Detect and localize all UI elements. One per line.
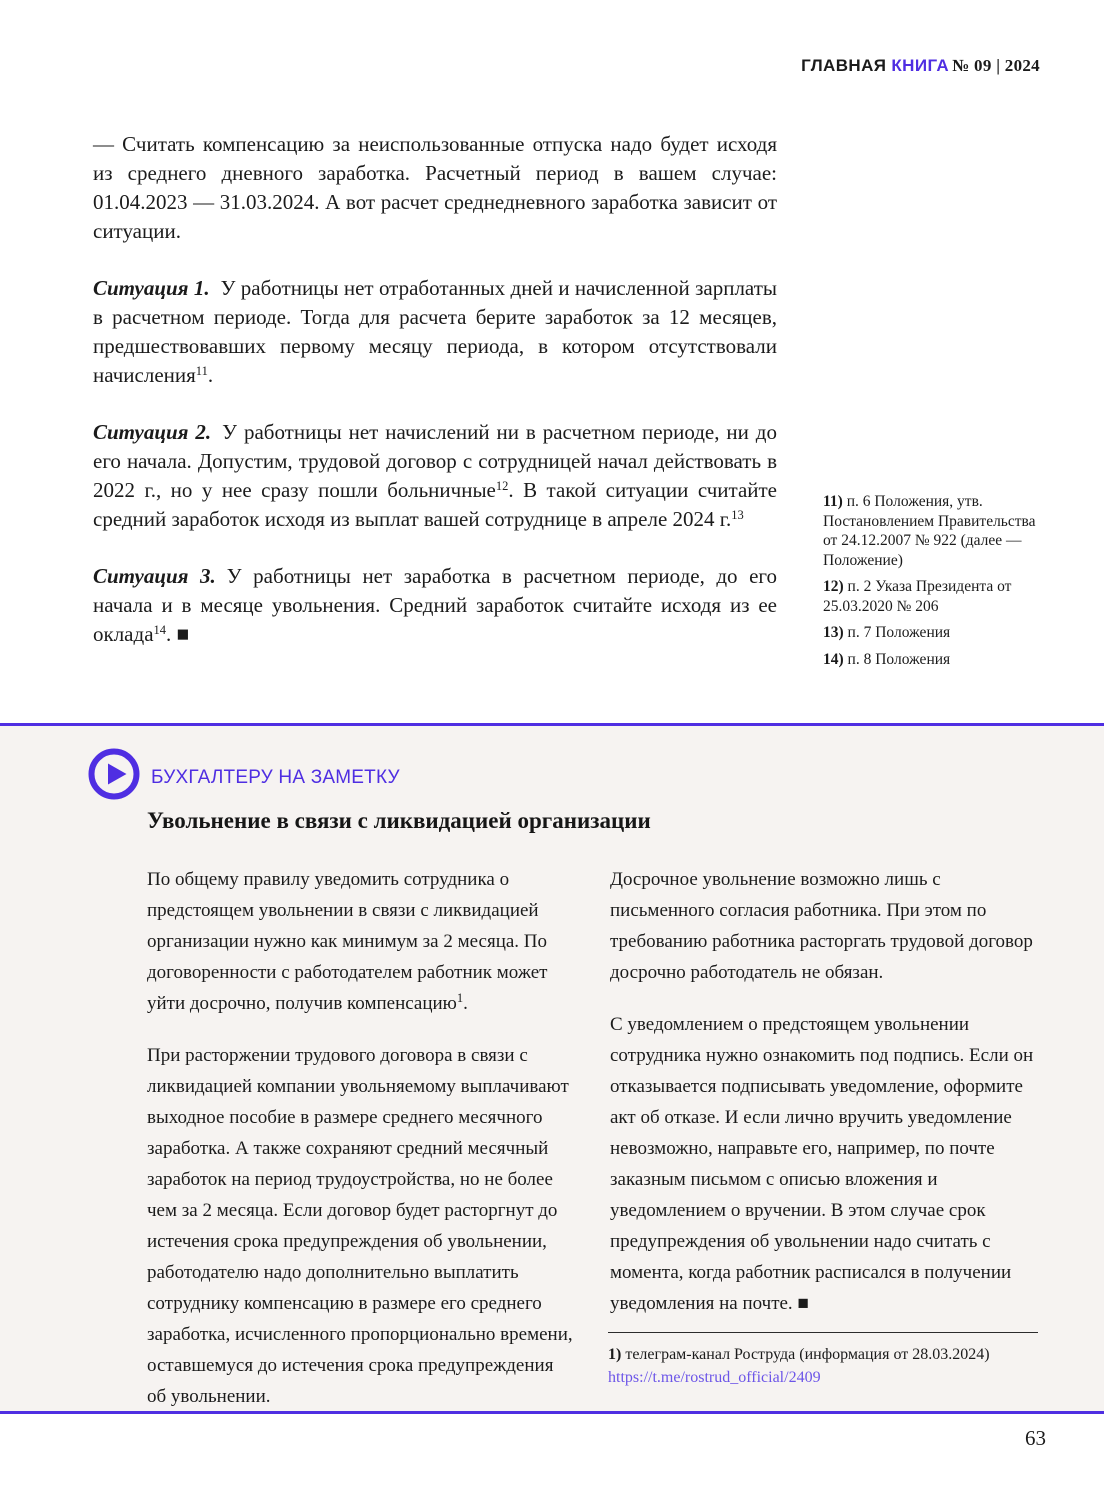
note-right-p2-text: С уведомлением о предстоящем увольнении сотрудника нужно ознакомить под подпись. Если он отказывается подписывать уведомление, оформите акт об отказе. И если лично вручить уведомление невозможно, направьте его, например, по почте заказным письмом с описью вложения и уведомлением о вручении. В этом случае срок предупреждения об увольнении надо считать с момента, когда работник расписался в получении уведомления на почте. [610,1014,1034,1314]
note-left-p1-tail: . [463,993,468,1014]
note-footnote-line [608,1344,1038,1366]
footnotes-sidebar [823,492,1045,676]
note-left-column [147,864,577,1433]
note-footnote-number: 1) [608,1346,622,1363]
situation-1-label: Ситуация 1. [93,276,210,300]
note-right-paragraph-2 [610,1009,1040,1319]
sidebar-footnote-12-number: 12) [823,578,844,595]
sidebar-footnote-11-number: 11) [823,493,843,510]
footnote-ref-13: 13 [731,508,744,522]
sidebar-footnote-12-text: п. 2 Указа Президента от 25.03.2020 № 206 [823,578,1012,615]
note-left-paragraph-1 [147,864,577,1019]
end-square-mark: ■ [792,1293,809,1314]
situation-2-label: Ситуация 2. [93,420,212,444]
telegram-link[interactable]: https://t.me/rostrud_official/2409 [608,1369,821,1386]
note-title: Увольнение в связи с ликвидацией организации [147,808,651,833]
sidebar-footnote-14 [823,650,1045,670]
note-left-paragraph-2: При расторжении трудового договора в связи с ликвидацией компании увольняемому выплачивают выходное пособие в размере среднего месячного заработка. А также сохраняют средний месячный заработок на период трудоустройства, но не более чем за 2 месяца. Если договор будет расторгнут до истечения срока предупреждения об увольнении, работодателю надо дополнительно выплатить сотруднику компенсацию в размере его среднего заработка, исчисленного пропорционально времени, оставшемуся до истечения срока предупреждения об увольнении. [147,1045,573,1407]
note-footnote-text: телеграм-канал Роструда (информация от 28.03.2024) [625,1346,990,1363]
situation-3-paragraph [93,562,777,649]
situation-2-text: У работницы нет начислений ни в расчетном периоде, ни до его начала. Допустим, трудовой договор с сотрудницей начал действовать в 2022 г., но у нее сразу пошли больничные [93,420,777,502]
page-header [801,56,1040,76]
note-section [0,723,1104,1414]
sidebar-footnote-11-text: п. 6 Положения, утв. Постановлением Правительства от 24.12.2007 № 922 (далее — Положение) [823,493,1036,569]
note-right-paragraph-1: Досрочное увольнение возможно лишь с письменного согласия работника. При этом по требованию работника расторгать трудовой договор досрочно работодатель не обязан. [610,869,1033,983]
page-number: 63 [1025,1426,1046,1450]
situation-2-mid: . В такой ситуации считайте средний заработок исходя из выплат вашей сотруднице в апреле 2024 г. [93,478,778,531]
magazine-name: ГЛАВНАЯ [801,56,887,75]
footnote-ref-12: 12 [495,479,509,493]
sidebar-footnote-12 [823,577,1045,616]
play-icon [88,748,140,800]
footnote-ref-11: 11 [195,364,208,378]
situation-2-paragraph [93,418,777,534]
situation-3-tail: . ■ [166,622,190,646]
sidebar-footnote-13-number: 13) [823,624,844,641]
sidebar-footnote-13-text: п. 7 Положения [847,624,951,641]
note-kicker: БУХГАЛТЕРУ НА ЗАМЕТКУ [151,767,400,788]
intro-paragraph: — Считать компенсацию за неиспользованные отпуска надо будет исходя из среднего дневного заработка. Расчетный период в вашем случае: 01.04.2023 — 31.03.2024. А вот расчет среднедневного заработка зависит от ситуации. [93,132,777,243]
sidebar-footnote-14-text: п. 8 Положения [847,650,951,668]
sidebar-footnote-13 [823,623,1045,643]
magazine-name-accent: КНИГА [891,56,950,75]
sidebar-footnote-14-number: 14) [823,650,844,668]
situation-3-label: Ситуация 3. [93,564,216,588]
situation-1-tail: . [207,363,214,387]
note-left-p1-text: По общему правилу уведомить сотрудника о предстоящем увольнении в связи с ликвидацией организации нужно как минимум за 2 месяца. По договоренности с работодателем работник может уйти досрочно, получив компенсацию [147,869,548,1014]
issue-number: № 09 | 2024 [952,56,1040,75]
situation-3-text: У работницы нет заработка в расчетном периоде, до его начала и в месяце увольнения. Средний заработок считайте исходя из ее оклада [93,564,777,646]
article-body [93,130,777,677]
footnote-ref-14: 14 [153,623,167,637]
situation-1-text: У работницы нет отработанных дней и начисленной зарплаты в расчетном периоде. Тогда для расчета берите заработок за 12 месяцев, предшествовавших первому месяцу периода, в котором отсутствовали начисления [93,276,777,387]
note-footnote-block [608,1332,1038,1389]
footnote-ref-1: 1 [456,991,464,1005]
sidebar-footnote-11 [823,492,1045,570]
situation-1-paragraph [93,274,777,390]
